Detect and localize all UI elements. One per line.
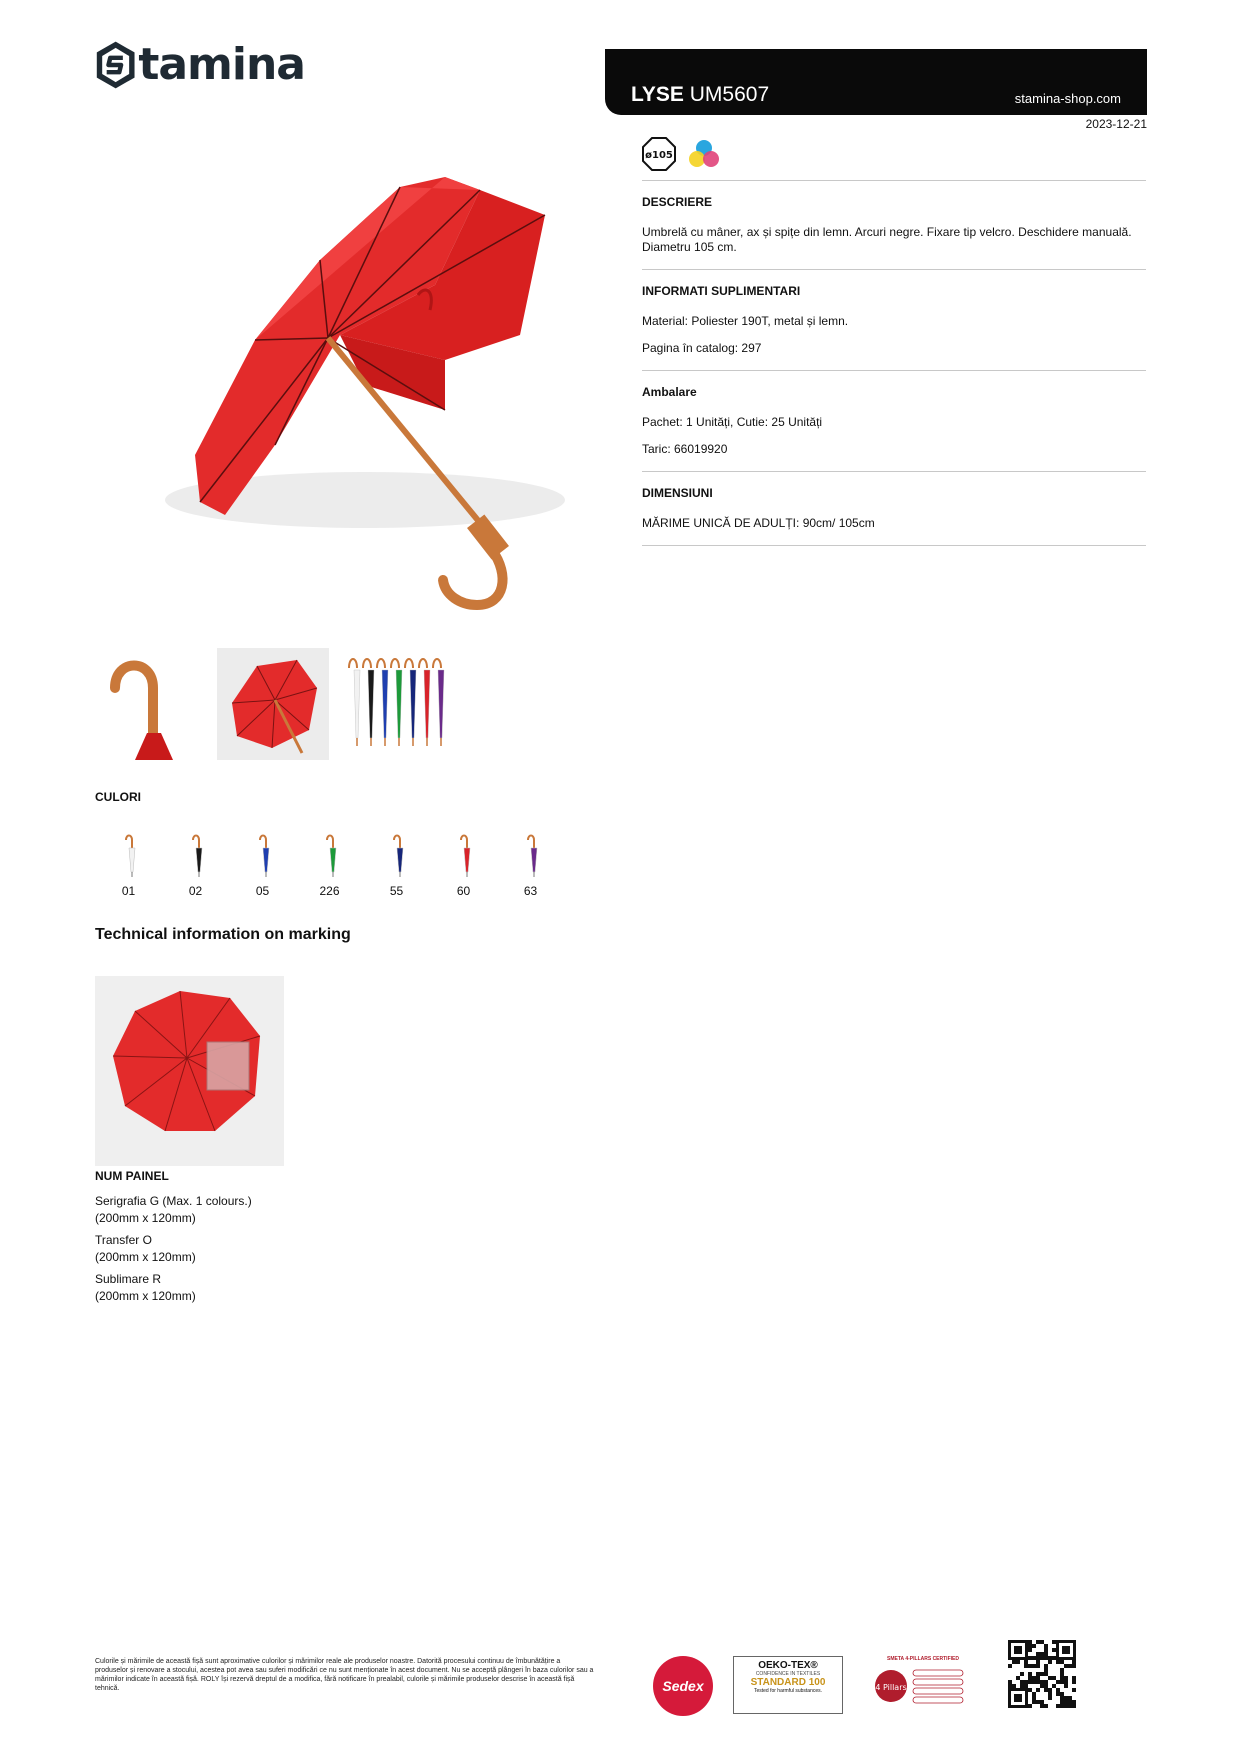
- color-swatch[interactable]: [296, 832, 363, 898]
- product-code: UM5607: [689, 83, 770, 106]
- description-title: DESCRIERE: [642, 195, 713, 209]
- package-text: Pachet: 1 Unități, Cutie: 25 Unități: [642, 415, 823, 429]
- technique-size: (200mm x 120mm): [95, 1289, 196, 1303]
- technique-size: (200mm x 120mm): [95, 1250, 196, 1264]
- color-swatches: [95, 832, 564, 898]
- packaging-section: [642, 371, 1146, 471]
- divider: [642, 545, 1146, 546]
- smeta-badge-icon: [873, 1662, 973, 1708]
- site-link[interactable]: stamina-shop.com: [1014, 91, 1121, 106]
- oeko-tex-logo: [733, 1656, 843, 1714]
- color-code: 01: [121, 884, 136, 898]
- color-code: 02: [188, 884, 203, 898]
- color-code: 05: [255, 884, 270, 898]
- color-code: 60: [456, 884, 471, 898]
- stamina-logo-icon: [95, 37, 136, 93]
- oeko-line: OEKO-TEX®: [758, 1660, 818, 1671]
- info-panel: [642, 180, 1146, 546]
- brand-logo: [95, 34, 305, 96]
- color-swatch[interactable]: [95, 832, 162, 898]
- size-badge-icon: [642, 137, 676, 171]
- umbrella-swatch-icon: [521, 832, 541, 878]
- badge-row: [642, 136, 722, 172]
- colors-title: CULORI: [95, 790, 141, 804]
- technique-name: Transfer O: [95, 1233, 152, 1247]
- marking-area-name: NUM PAINEL: [95, 1169, 169, 1183]
- umbrella-swatch-icon: [320, 832, 340, 878]
- packaging-title: Ambalare: [642, 385, 697, 399]
- qr-code-icon[interactable]: [1008, 1640, 1076, 1708]
- material-text: Material: Poliester 190T, metal și lemn.: [642, 314, 849, 328]
- description-text: Umbrelă cu mâner, ax și spițe din lemn. Arcuri negre. Fixare tip velcro. Deschidere manuală. Diametru 105 cm.: [642, 225, 1132, 254]
- smeta-logo: [873, 1656, 973, 1716]
- marking-technique: [95, 1232, 395, 1266]
- smeta-badge-label: 4 Pillars: [875, 1683, 907, 1692]
- thumbnail-umbrella-mark: [405, 659, 416, 746]
- color-swatch[interactable]: [162, 832, 229, 898]
- thumbnail-umbrella-mark: [377, 659, 388, 746]
- dimensions-section: [642, 472, 1146, 545]
- thumbnail-all-colors[interactable]: [339, 648, 451, 760]
- logo-text: tamina: [138, 39, 305, 90]
- product-title: [631, 83, 769, 107]
- oeko-line: Tested for harmful substances.: [753, 1688, 823, 1694]
- additional-section: [642, 270, 1146, 370]
- umbrella-swatch-icon: [119, 832, 139, 878]
- sedex-logo: Sedex: [653, 1656, 713, 1716]
- color-swatch[interactable]: [229, 832, 296, 898]
- thumbnail-umbrella-mark: [363, 659, 374, 746]
- dimensions-title: DIMENSIUNI: [642, 486, 713, 500]
- additional-title: INFORMATI SUPLIMENTARI: [642, 284, 801, 298]
- header-banner: [605, 49, 1147, 115]
- thumbnail-handle[interactable]: [95, 648, 207, 760]
- umbrella-swatch-icon: [454, 832, 474, 878]
- colors-icon: [686, 138, 722, 170]
- umbrella-swatch-icon: [186, 832, 206, 878]
- size-text: MĂRIME UNICĂ DE ADULȚI: 90cm/ 105cm: [642, 516, 875, 530]
- thumbnail-umbrella-mark: [433, 659, 444, 746]
- disclaimer-text: Culorile și mărimile de această fișă sunt aproximative culorilor și mărimilor reale ale produselor noastre. Datorită procesului continuu de îmbunătățire a produselor și renovare a stocului, acestea pot avea sau suferi modificări ce nu sunt menționate în acest document. Nu se acceptă plângeri în baza culorilor sau a mărimilor indicate în această fișă. ROLY își rezervă dreptul de a modifica, fără notificare în prealabil, culorile și mărimile produselor descrise în această fișă tehnică.: [95, 1658, 594, 1692]
- marking-info: [95, 1169, 395, 1310]
- thumbnail-umbrella-mark: [349, 659, 360, 746]
- size-badge-label: ø105: [645, 150, 673, 161]
- thumbnail-umbrella-mark: [391, 659, 402, 746]
- technique-name: Serigrafia G (Max. 1 colours.): [95, 1194, 252, 1208]
- technique-name: Sublimare R: [95, 1272, 162, 1286]
- marking-area-image: [95, 976, 284, 1166]
- smeta-title: SMETA 4-PILLARS CERTIFIED: [887, 1656, 959, 1662]
- color-code: 63: [523, 884, 538, 898]
- color-code: 226: [319, 884, 340, 898]
- umbrella-swatch-icon: [387, 832, 407, 878]
- taric-text: Taric: 66019920: [642, 442, 728, 456]
- technique-size: (200mm x 120mm): [95, 1211, 196, 1225]
- document-date: 2023-12-21: [1085, 117, 1147, 131]
- product-name: LYSE: [631, 83, 684, 106]
- oeko-line: STANDARD 100: [750, 1677, 826, 1688]
- marking-technique: [95, 1193, 395, 1227]
- marking-technique: [95, 1271, 395, 1305]
- product-main-image: [115, 165, 575, 625]
- umbrella-swatch-icon: [253, 832, 273, 878]
- color-swatch[interactable]: [363, 832, 430, 898]
- thumbnail-open[interactable]: [217, 648, 329, 760]
- marking-title: Technical information on marking: [95, 926, 351, 943]
- color-swatch[interactable]: [430, 832, 497, 898]
- oeko-line: CONFIDENCE IN TEXTILES: [755, 1671, 821, 1677]
- thumbnail-umbrella-mark: [419, 659, 430, 746]
- color-code: 55: [389, 884, 404, 898]
- description-section: [642, 181, 1146, 269]
- thumbnail-row: [95, 648, 451, 760]
- color-swatch[interactable]: [497, 832, 564, 898]
- catalog-page-text: Pagina în catalog: 297: [642, 341, 762, 355]
